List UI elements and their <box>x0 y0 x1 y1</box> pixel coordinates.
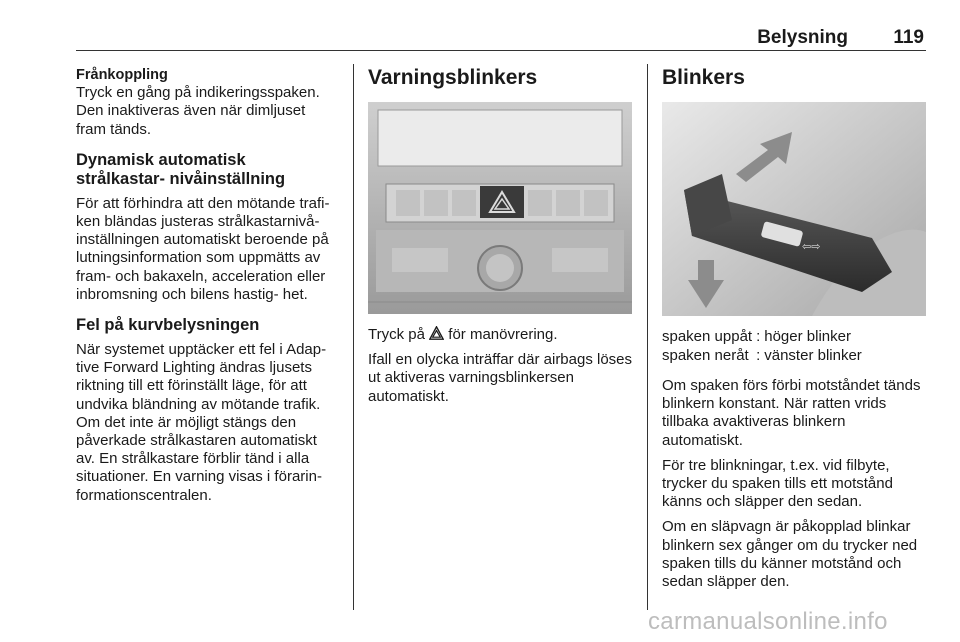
column-left <box>76 60 338 512</box>
paragraph: För tre blinkningar, t.ex. vid filbyte, trycker du spaken tills ett motstånd känns och släpper den sedan. <box>662 456 893 511</box>
signal-separator: : <box>756 328 761 345</box>
table-row <box>662 328 866 347</box>
paragraph: Tryck en gång på indikeringsspaken. Den inaktiveras även när dimljuset fram tänds. <box>76 84 320 138</box>
paragraph: När systemet upptäcker ett fel i Adap- tive Forward Lighting ändras ljusets riktning till ett förinställt läge, för att undvika bländning av mötande trafik. Om det inte är möjligt stängs den påverkade strålkastaren automatiskt av. En strålkastare förblir tänd i alla situationer. En varning visas i förarin- formationscentralen. <box>76 341 327 504</box>
signal-action: spaken neråt <box>662 346 749 364</box>
signal-result: höger blinker <box>764 328 851 345</box>
paragraph: Ifall en olycka inträffar där airbags löses ut aktiveras varningsblinkersen automatiskt. <box>368 351 633 405</box>
signal-result: vänster blinker <box>764 346 862 364</box>
paragraph: För att förhindra att den mötande trafi- ken bländas justeras strålkastarnivå- inställningen automatiskt beroende på lutningsinformation som uppmätts av fram- och bakaxeln, acceleration eller inbromsning och bilens hastig- het. <box>76 194 330 303</box>
hazard-switch-illustration <box>368 102 632 314</box>
turn-signal-lever-illustration <box>662 102 926 316</box>
column-divider <box>647 64 648 610</box>
svg-text:⇦⇨: ⇦⇨ <box>802 241 821 253</box>
signal-action: spaken uppåt <box>662 328 753 345</box>
subheading-disconnect: Frånkoppling <box>76 67 168 83</box>
page-number: 119 <box>893 27 924 48</box>
paragraph-press-hazard: Tryck på för manövrering. <box>368 326 558 343</box>
watermark: carmanualsonline.info <box>648 608 888 635</box>
heading-curve-light-fault: Fel på kurvbelysningen <box>76 316 260 335</box>
hazard-warning-icon <box>429 326 444 340</box>
section-title: Belysning <box>757 27 848 48</box>
page-header <box>76 0 926 51</box>
signal-separator: : <box>756 346 761 364</box>
column-middle <box>368 60 633 413</box>
signal-table <box>662 328 866 365</box>
paragraph: Om spaken förs förbi motståndet tänds blinkern konstant. När ratten vrids tillbaka avaktiveras blinkern automatiskt. <box>662 377 921 449</box>
heading-dynamic-leveling: Dynamisk automatisk strålkastar- nivåinställning <box>76 150 286 188</box>
column-right <box>662 60 926 598</box>
heading-turn-signals: Blinkers <box>662 66 745 89</box>
paragraph: Om en släpvagn är påkopplad blinkar blinkern sex gånger om du trycker ned spaken tills du känner motstånd och sedan släpper den. <box>662 518 918 591</box>
table-row <box>662 347 866 366</box>
column-divider <box>353 64 354 610</box>
heading-hazard-lights: Varningsblinkers <box>368 66 538 89</box>
